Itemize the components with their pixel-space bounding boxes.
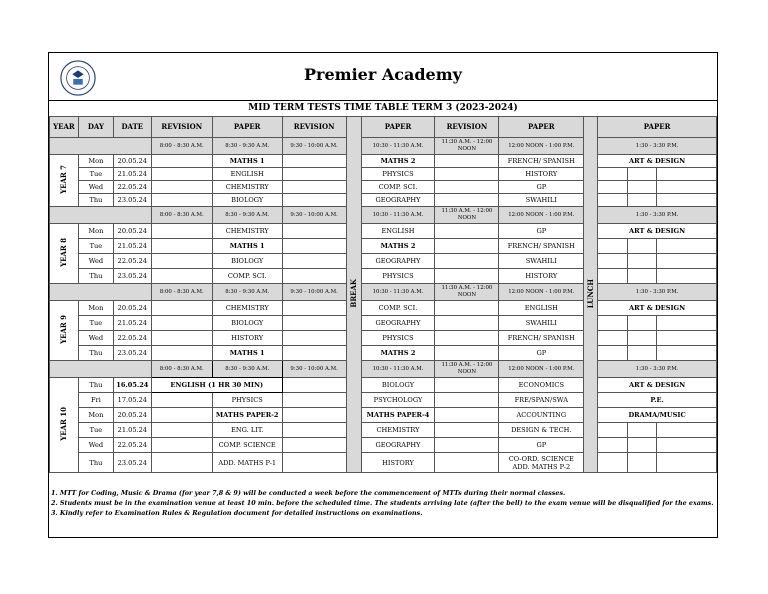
paper2-cell: GEOGRAPHY <box>361 194 435 207</box>
paper3-cell: GP <box>499 438 584 453</box>
break-label: BREAK <box>348 279 358 308</box>
table-row <box>50 301 717 316</box>
time-paper1: 8:30 - 9:30 A.M. <box>212 284 282 301</box>
note-3: 3. Kindly refer to Examination Rules & Regulation document for detailed instructions on examinations. <box>51 509 423 517</box>
paper1-cell: COMP. SCI. <box>212 269 282 284</box>
paper3-cell: ACCOUNTING <box>499 408 584 423</box>
time-rev3: 11:30 A.M. - 12:00 NOON <box>435 361 499 378</box>
time-row <box>50 361 717 378</box>
table-row <box>50 155 717 168</box>
time-paper3: 12:00 NOON - 1:00 P.M. <box>499 361 584 378</box>
time-rev1: 8:00 - 8:30 A.M. <box>151 284 212 301</box>
date-cell: 21.05.24 <box>113 423 151 438</box>
add-maths-p2-label: ADD. MATHS P-2 <box>512 462 571 471</box>
header-day: DAY <box>78 117 113 138</box>
timetable-frame <box>48 52 718 538</box>
day-cell: Wed <box>78 254 113 269</box>
paper3-cell: FRE/SPAN/SWA <box>499 393 584 408</box>
header <box>49 53 717 101</box>
timetable-table <box>49 116 717 473</box>
day-cell: Mon <box>78 301 113 316</box>
time-row <box>50 284 717 301</box>
time-paper4: 1:30 - 3:30 P.M. <box>598 138 717 155</box>
header-revision-2: REVISION <box>282 117 346 138</box>
time-row <box>50 138 717 155</box>
day-cell: Wed <box>78 438 113 453</box>
date-cell: 23.05.24 <box>113 346 151 361</box>
time-rev3: 11:30 A.M. - 12:00 NOON <box>435 138 499 155</box>
time-paper4: 1:30 - 3:30 P.M. <box>598 284 717 301</box>
header-paper-4: PAPER <box>598 117 717 138</box>
year-7-label: YEAR 7 <box>50 155 79 207</box>
lunch-column <box>584 117 598 473</box>
day-cell: Wed <box>78 331 113 346</box>
timetable-subtitle: MID TERM TESTS TIME TABLE TERM 3 (2023-2024) <box>49 100 717 117</box>
time-paper2: 10:30 - 11:30 A.M. <box>361 138 435 155</box>
paper4-cell: ART & DESIGN <box>598 155 717 168</box>
table-row <box>50 316 717 331</box>
time-rev3: 11:30 A.M. - 12:00 NOON <box>435 284 499 301</box>
header-paper-1: PAPER <box>212 117 282 138</box>
paper3-cell: SWAHILI <box>499 254 584 269</box>
time-paper1: 8:30 - 9:30 A.M. <box>212 361 282 378</box>
table-row <box>50 378 717 393</box>
day-cell: Thu <box>78 378 113 393</box>
date-cell: 20.05.24 <box>113 301 151 316</box>
paper3-cell: HISTORY <box>499 269 584 284</box>
paper2-cell: PHYSICS <box>361 331 435 346</box>
header-paper-2: PAPER <box>361 117 435 138</box>
time-paper2: 10:30 - 11:30 A.M. <box>361 361 435 378</box>
note-1: 1. MTT for Coding, Music & Drama (for year 7,8 & 9) will be conducted a week before the commencement of MTTs during their normal classes. <box>51 489 566 497</box>
paper2-cell: CHEMISTRY <box>361 423 435 438</box>
paper3-cell: FRENCH/ SPANISH <box>499 155 584 168</box>
date-cell: 17.05.24 <box>113 393 151 408</box>
time-rev1: 8:00 - 8:30 A.M. <box>151 138 212 155</box>
paper1-cell: BIOLOGY <box>212 254 282 269</box>
notes <box>51 488 715 518</box>
table-row <box>50 438 717 453</box>
paper2-cell: GEOGRAPHY <box>361 438 435 453</box>
date-cell: 22.05.24 <box>113 181 151 194</box>
table-row <box>50 393 717 408</box>
day-cell: Tue <box>78 168 113 181</box>
day-cell: Thu <box>78 453 113 473</box>
paper3-cell: GP <box>499 181 584 194</box>
english-long-cell: ENGLISH (1 HR 30 MIN) <box>151 378 282 393</box>
time-paper4: 1:30 - 3:30 P.M. <box>598 207 717 224</box>
paper1-cell: PHYSICS <box>212 393 282 408</box>
date-cell: 22.05.24 <box>113 438 151 453</box>
table-row <box>50 331 717 346</box>
paper1-cell: ADD. MATHS P-1 <box>212 453 282 473</box>
paper2-cell: MATHS PAPER-4 <box>361 408 435 423</box>
paper1-cell: ENGLISH <box>212 168 282 181</box>
paper3-cell <box>499 453 584 473</box>
table-row <box>50 423 717 438</box>
day-cell: Mon <box>78 408 113 423</box>
paper2-cell: COMP. SCI. <box>361 301 435 316</box>
date-cell: 23.05.24 <box>113 453 151 473</box>
date-cell: 23.05.24 <box>113 269 151 284</box>
table-row <box>50 181 717 194</box>
paper2-cell: GEOGRAPHY <box>361 254 435 269</box>
day-cell: Fri <box>78 393 113 408</box>
table-row <box>50 168 717 181</box>
time-rev3: 11:30 A.M. - 12:00 NOON <box>435 207 499 224</box>
paper2-cell: PHYSICS <box>361 269 435 284</box>
paper3-cell: ENGLISH <box>499 301 584 316</box>
paper1-cell: MATHS 1 <box>212 155 282 168</box>
time-paper3: 12:00 NOON - 1:00 P.M. <box>499 207 584 224</box>
time-rev2: 9:30 - 10:00 A.M. <box>282 138 346 155</box>
day-cell: Mon <box>78 224 113 239</box>
time-rev2: 9:30 - 10:00 A.M. <box>282 284 346 301</box>
paper3-cell: HISTORY <box>499 168 584 181</box>
time-rev1: 8:00 - 8:30 A.M. <box>151 207 212 224</box>
paper1-cell: CHEMISTRY <box>212 301 282 316</box>
date-cell: 22.05.24 <box>113 331 151 346</box>
lunch-label: LUNCH <box>585 278 595 309</box>
paper3-cell: SWAHILI <box>499 194 584 207</box>
paper1-cell: MATHS PAPER-2 <box>212 408 282 423</box>
time-paper3: 12:00 NOON - 1:00 P.M. <box>499 138 584 155</box>
year-10-label: YEAR 10 <box>50 378 79 473</box>
day-cell: Thu <box>78 269 113 284</box>
paper2-cell: PHYSICS <box>361 168 435 181</box>
time-paper2: 10:30 - 11:30 A.M. <box>361 207 435 224</box>
paper2-cell: HISTORY <box>361 453 435 473</box>
paper4-cell: ART & DESIGN <box>598 224 717 239</box>
date-cell: 21.05.24 <box>113 316 151 331</box>
header-paper-3: PAPER <box>499 117 584 138</box>
table-row <box>50 269 717 284</box>
table-row <box>50 408 717 423</box>
paper1-cell: MATHS 1 <box>212 239 282 254</box>
date-cell: 22.05.24 <box>113 254 151 269</box>
date-cell: 21.05.24 <box>113 239 151 254</box>
paper1-cell: MATHS 1 <box>212 346 282 361</box>
paper2-cell: ENGLISH <box>361 224 435 239</box>
day-cell: Thu <box>78 194 113 207</box>
time-rev2: 9:30 - 10:00 A.M. <box>282 361 346 378</box>
header-revision-3: REVISION <box>435 117 499 138</box>
table-row <box>50 254 717 269</box>
table-row <box>50 224 717 239</box>
paper4-cell: ART & DESIGN <box>598 301 717 316</box>
school-name: Premier Academy <box>304 65 462 84</box>
paper3-cell: FRENCH/ SPANISH <box>499 239 584 254</box>
date-cell: 23.05.24 <box>113 194 151 207</box>
paper2-cell: MATHS 2 <box>361 239 435 254</box>
day-cell: Tue <box>78 239 113 254</box>
time-paper2: 10:30 - 11:30 A.M. <box>361 284 435 301</box>
header-row <box>50 117 717 138</box>
time-paper3: 12:00 NOON - 1:00 P.M. <box>499 284 584 301</box>
day-cell: Tue <box>78 316 113 331</box>
paper3-cell: SWAHILI <box>499 316 584 331</box>
note-2: 2. Students must be in the examination venue at least 10 min. before the scheduled time. The students arriving late (after the bell) to the exam venue will be disqualified for the exams. <box>51 499 714 507</box>
header-revision-1: REVISION <box>151 117 212 138</box>
table-row <box>50 194 717 207</box>
paper4-cell: ART & DESIGN <box>598 378 717 393</box>
header-year: YEAR <box>50 117 79 138</box>
coord-science-label: CO-ORD. SCIENCE <box>508 454 574 463</box>
day-cell: Tue <box>78 423 113 438</box>
paper1-cell: CHEMISTRY <box>212 181 282 194</box>
time-paper1: 8:30 - 9:30 A.M. <box>212 138 282 155</box>
time-rev2: 9:30 - 10:00 A.M. <box>282 207 346 224</box>
date-cell: 21.05.24 <box>113 168 151 181</box>
time-paper4: 1:30 - 3:30 P.M. <box>598 361 717 378</box>
year-9-label: YEAR 9 <box>50 301 79 361</box>
paper1-cell: COMP. SCIENCE <box>212 438 282 453</box>
paper2-cell: COMP. SCI. <box>361 181 435 194</box>
paper3-cell: ECONOMICS <box>499 378 584 393</box>
day-cell: Mon <box>78 155 113 168</box>
date-cell: 16.05.24 <box>113 378 151 393</box>
break-column <box>346 117 361 473</box>
paper2-cell: BIOLOGY <box>361 378 435 393</box>
paper3-cell: FRENCH/ SPANISH <box>499 331 584 346</box>
table-row <box>50 453 717 473</box>
year-8-label: YEAR 8 <box>50 224 79 284</box>
time-rev1: 8:00 - 8:30 A.M. <box>151 361 212 378</box>
paper4-cell: P.E. <box>598 393 717 408</box>
paper1-cell: CHEMISTRY <box>212 224 282 239</box>
paper2-cell: GEOGRAPHY <box>361 316 435 331</box>
paper2-cell: MATHS 2 <box>361 346 435 361</box>
paper2-cell: MATHS 2 <box>361 155 435 168</box>
paper4-cell: DRAMA/MUSIC <box>598 408 717 423</box>
table-row <box>50 346 717 361</box>
paper1-cell: BIOLOGY <box>212 194 282 207</box>
table-row <box>50 239 717 254</box>
paper3-cell: GP <box>499 224 584 239</box>
day-cell: Thu <box>78 346 113 361</box>
paper1-cell: BIOLOGY <box>212 316 282 331</box>
paper3-cell: GP <box>499 346 584 361</box>
paper1-cell: ENG. LIT. <box>212 423 282 438</box>
date-cell: 20.05.24 <box>113 224 151 239</box>
paper3-cell: DESIGN & TECH. <box>499 423 584 438</box>
paper2-cell: PSYCHOLOGY <box>361 393 435 408</box>
paper1-cell: HISTORY <box>212 331 282 346</box>
time-paper1: 8:30 - 9:30 A.M. <box>212 207 282 224</box>
time-row <box>50 207 717 224</box>
day-cell: Wed <box>78 181 113 194</box>
header-date: DATE <box>113 117 151 138</box>
date-cell: 20.05.24 <box>113 408 151 423</box>
date-cell: 20.05.24 <box>113 155 151 168</box>
